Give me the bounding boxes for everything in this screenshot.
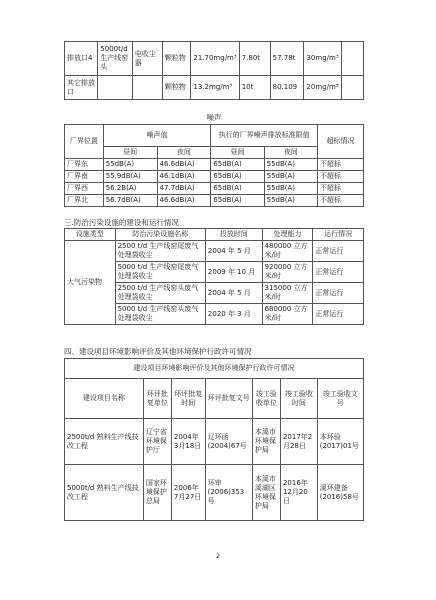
col-time-header: 投放时间 <box>205 229 262 241</box>
rate-cell: 57.78t <box>270 42 304 76</box>
limit-night-header: 夜间 <box>264 147 317 159</box>
accept-time-header: 竣工验收时间 <box>280 379 317 419</box>
table-row <box>65 419 364 465</box>
limit-night-cell: 55dB(A) <box>264 183 317 195</box>
limit-day-cell: 65dB(A) <box>211 171 264 183</box>
pollutant-cell: 颗粒物 <box>162 42 191 76</box>
limit-header: 执行的厂界噪声排放标准限值 <box>211 125 318 147</box>
approve-time-cell: 2006年7月27日 <box>171 465 205 521</box>
night-cell: 46.6dB(A) <box>157 159 211 171</box>
facility-name-cell: 2500 t/d 生产线窑尾废气处理袋收尘 <box>115 241 205 262</box>
accept-no-header: 竣工验收文号 <box>317 379 363 419</box>
source-cell: 其它排放口 <box>65 76 98 100</box>
table-row <box>65 171 364 183</box>
approve-unit-cell: 辽宁省环境保护厅 <box>143 419 171 465</box>
facility-capacity-cell: 480000 立方米/时 <box>262 241 313 262</box>
treatment-cell <box>132 76 162 100</box>
accept-time-cell: 2016年12月20日 <box>280 465 317 521</box>
pos-cell: 厂界东 <box>65 159 104 171</box>
limit-day-cell: 65dB(A) <box>211 195 264 207</box>
facility-status-cell: 正常运行 <box>313 283 364 304</box>
table-header-row <box>65 379 364 419</box>
permits-table-title: 建设项目环境影响评价及其他环境保护行政许可情况 <box>65 359 364 379</box>
night-cell: 47.7dB(A) <box>157 183 211 195</box>
day-header: 昼间 <box>103 147 157 159</box>
facility-capacity-cell: 680000 立方米/时 <box>262 304 313 325</box>
pos-cell: 厂界南 <box>65 171 104 183</box>
facility-name-cell: 5000 t/d 生产线窑尾废气处理袋收尘 <box>115 262 205 283</box>
facilities-table <box>64 228 364 325</box>
limit-day-cell: 65dB(A) <box>211 159 264 171</box>
accept-unit-header: 竣工验收单位 <box>252 379 280 419</box>
concentration-cell: 13.2mg/m³ <box>191 76 239 100</box>
facility-type-cell: 大气污染物 <box>65 241 116 325</box>
source-cell: 排放口4 <box>65 42 98 76</box>
facility-name-cell: 2500 t/d 生产线窑头废气处理袋收尘 <box>115 283 205 304</box>
section3-heading: 三.防治污染设施的建设和运行情况 <box>64 218 179 227</box>
table-header-row <box>65 125 364 147</box>
col-status-header: 运行情况 <box>313 229 364 241</box>
permits-table <box>64 358 364 521</box>
measured-header: 噪声值 <box>103 125 211 147</box>
facility-time-cell: 2004 年 5 月 <box>205 283 262 304</box>
exceed-header: 超标情况 <box>317 125 363 159</box>
accept-time-cell: 2017年2月28日 <box>280 419 317 465</box>
pollutant-cell: 颗粒物 <box>162 76 191 100</box>
table-title-row <box>65 359 364 379</box>
exceed-cell: 不超标 <box>317 171 363 183</box>
treatment-cell: 电收尘器 <box>132 42 162 76</box>
facility-capacity-cell: 920000 立方米/时 <box>262 262 313 283</box>
doc-no-cell: 环审(2006)353号 <box>205 465 252 521</box>
table-row <box>65 76 364 100</box>
empty-cell <box>341 76 363 100</box>
concentration-cell: 21.70mg/m³ <box>191 42 239 76</box>
amount-cell: 7.80t <box>239 42 270 76</box>
limit-day-header: 昼间 <box>211 147 264 159</box>
name-header: 建设项目名称 <box>65 379 144 419</box>
equipment-cell: 5000t/d生产线窑头 <box>98 42 132 76</box>
facility-time-cell: 2020 年 3 月 <box>205 304 262 325</box>
accept-no-cell: 溪环建备(2016)58号 <box>317 465 363 521</box>
accept-unit-cell: 本溪市环境保护局 <box>252 419 280 465</box>
amount-cell: 10t <box>239 76 270 100</box>
approve-unit-cell: 国家环境保护总局 <box>143 465 171 521</box>
facility-status-cell: 正常运行 <box>313 304 364 325</box>
day-cell: 55dB(A) <box>103 159 157 171</box>
pos-cell: 厂界北 <box>65 195 104 207</box>
doc-no-cell: 辽环函(2004)67号 <box>205 419 252 465</box>
col-name-header: 防治污染设施名称 <box>115 229 205 241</box>
approve-time-header: 环评批复时间 <box>171 379 205 419</box>
limit-day-cell: 65dB(A) <box>211 183 264 195</box>
exceed-cell: 不超标 <box>317 183 363 195</box>
col-type-header: 设施类型 <box>65 229 116 241</box>
approve-time-cell: 2004年3月18日 <box>171 419 205 465</box>
day-cell: 56.7dB(A) <box>103 195 157 207</box>
facility-capacity-cell: 315000 立方米/时 <box>262 283 313 304</box>
limit-night-cell: 55dB(A) <box>264 195 317 207</box>
project-name-cell: 5000t/d 熟料生产线技改工程 <box>65 465 144 521</box>
position-header: 厂界位置 <box>65 125 104 159</box>
standard-cell: 30mg/m³ <box>304 42 341 76</box>
table-row <box>65 159 364 171</box>
limit-night-cell: 55dB(A) <box>264 159 317 171</box>
project-name-cell: 2500t/d 熟料生产线技改工程 <box>65 419 144 465</box>
night-cell: 46.6dB(A) <box>157 195 211 207</box>
night-header: 夜间 <box>157 147 211 159</box>
table-row <box>65 195 364 207</box>
equipment-cell <box>98 76 132 100</box>
page-number: 2 <box>216 553 220 560</box>
day-cell: 56.2B(A) <box>103 183 157 195</box>
noise-title: 噪声 <box>206 113 222 122</box>
standard-cell: 20mg/m³ <box>304 76 341 100</box>
section4-heading: 四、建设项目环境影响评价及其他环境保护行政许可情况 <box>64 347 252 356</box>
table-row <box>65 465 364 521</box>
night-cell: 46.1dB(A) <box>157 171 211 183</box>
col-capacity-header: 处理能力 <box>262 229 313 241</box>
facility-status-cell: 正常运行 <box>313 262 364 283</box>
facility-time-cell: 2004 年 5 月 <box>205 241 262 262</box>
empty-cell <box>341 42 363 76</box>
exceed-cell: 不超标 <box>317 195 363 207</box>
approve-unit-header: 环评批复单位 <box>143 379 171 419</box>
noise-table <box>64 124 364 207</box>
table-row <box>65 241 364 262</box>
table-row <box>65 183 364 195</box>
pos-cell: 厂界西 <box>65 183 104 195</box>
rate-cell: 80.109 <box>270 76 304 100</box>
emissions-table <box>64 41 364 100</box>
accept-no-cell: 本环验(2017)01号 <box>317 419 363 465</box>
accept-unit-cell: 本溪市溪湖区环境保护局 <box>252 465 280 521</box>
doc-no-header: 环评批复文号 <box>205 379 252 419</box>
exceed-cell: 不超标 <box>317 159 363 171</box>
table-header-row <box>65 229 364 241</box>
facility-time-cell: 2009 年 10 月 <box>205 262 262 283</box>
limit-night-cell: 55dB(A) <box>264 171 317 183</box>
facility-status-cell: 正常运行 <box>313 241 364 262</box>
facility-name-cell: 5000 t/d 生产线窑头废气处理袋收尘 <box>115 304 205 325</box>
day-cell: 55.9dB(A) <box>103 171 157 183</box>
table-row <box>65 42 364 76</box>
